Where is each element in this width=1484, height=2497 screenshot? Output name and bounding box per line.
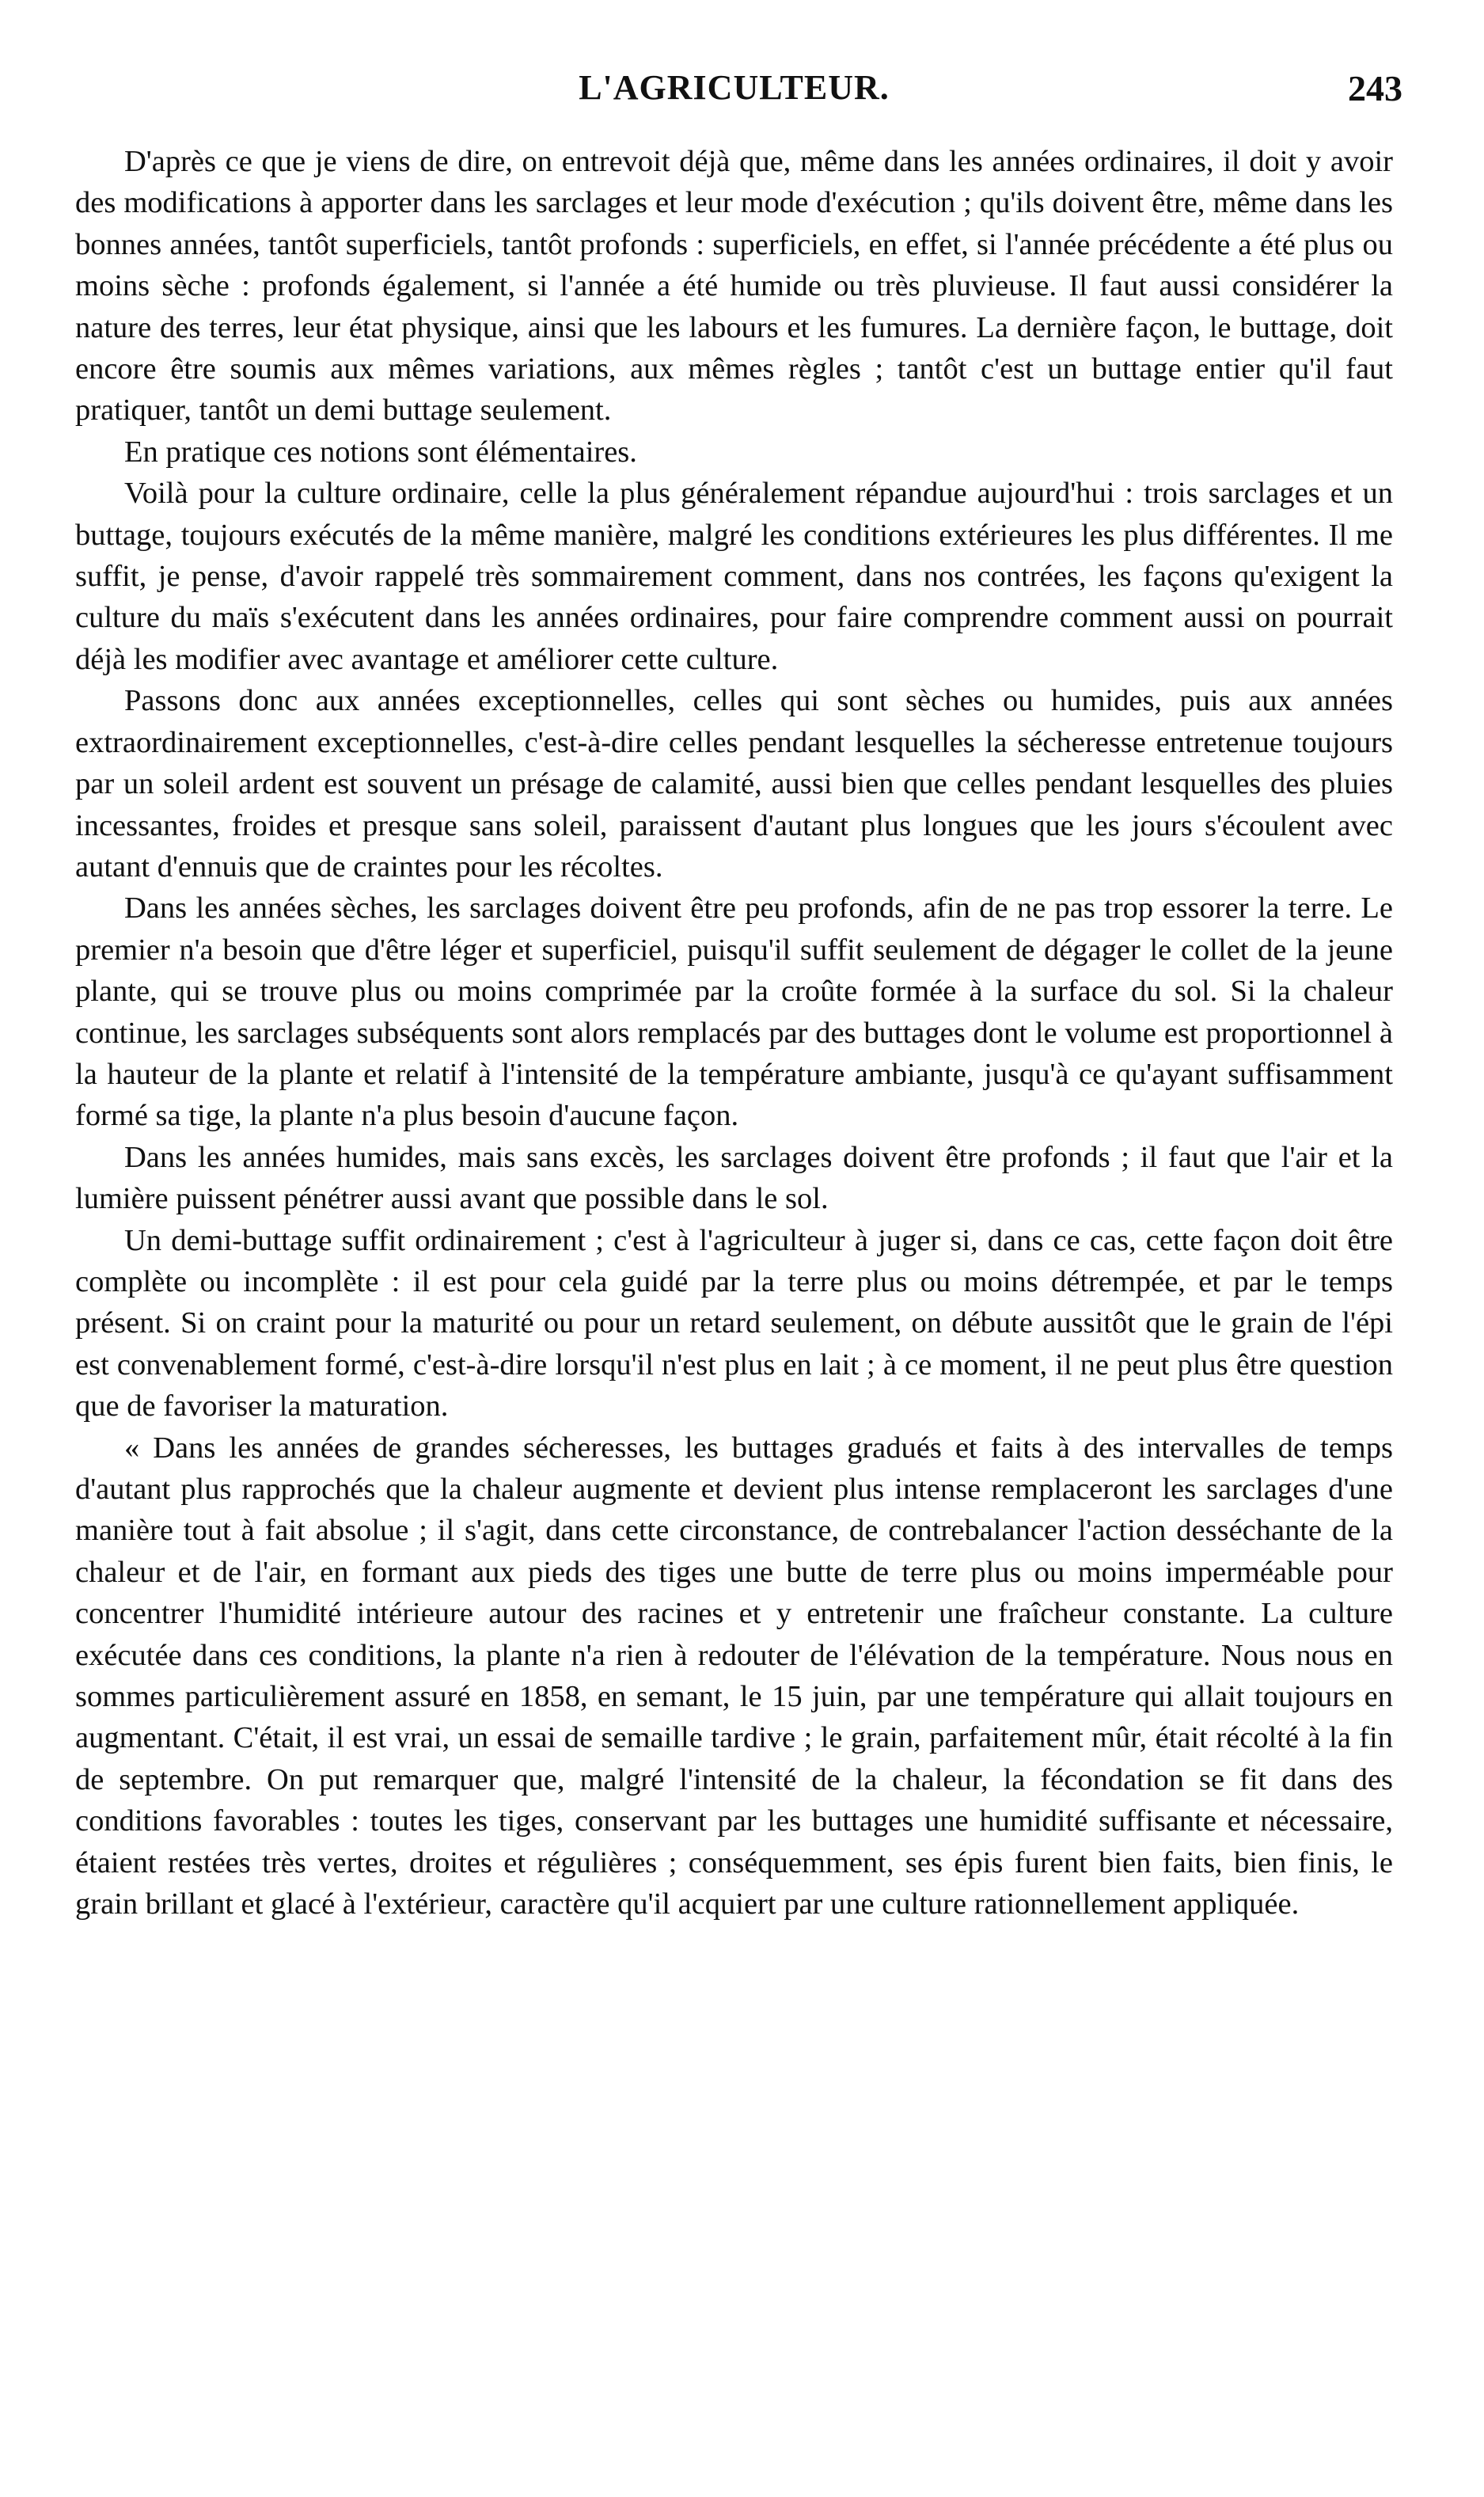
page-number: 243 [1348, 68, 1402, 108]
paragraph: Voilà pour la culture ordinaire, celle la plus généralement répandue aujourd'hui : trois sarclages et un buttage, toujours exécutés de la même manière, malgré les conditions extérieures les plus différentes. Il me suffit, je pense, d'avoir rappelé très sommairement comment, dans nos contrées, les façons qu'exigent la culture du maïs s'exécutent dans les années ordinaires, pour faire comprendre comment aussi on pourrait déjà les modifier avec avantage et améliorer cette culture. [75, 477, 1393, 676]
paragraph: Dans les années sèches, les sarclages doivent être peu profonds, afin de ne pas trop essorer la terre. Le premier n'a besoin que d'être léger et superficiel, puisqu'il suffit seulement de dégager le collet de la jeune plante, qui se trouve plus ou moins comprimée par la croûte formée à la surface du sol. Si la chaleur continue, les sarclages subséquents sont alors remplacés par des buttages dont le volume est proportionnel à la hauteur de la plante et relatif à l'intensité de la température ambiante, jusqu'à ce qu'ayant suffisamment formé sa tige, la plante n'a plus besoin d'aucune façon. [75, 891, 1393, 1133]
paragraph: « Dans les années de grandes sécheresses, les buttages gradués et faits à des intervalles de temps d'autant plus rapprochés que la chaleur augmente et devient plus intense remplaceront les sarclages d'une manière tout à fait absolue ; il s'agit, dans cette circonstance, de contrebalancer l'action desséchante de la chaleur et de l'air, en formant aux pieds des tiges une butte de terre plus ou moins imperméable pour concentrer l'humidité intérieure autour des racines et y entretenir une fraîcheur constante. La culture exécutée dans ces conditions, la plante n'a rien à redouter de l'élévation de la température. Nous nous en sommes particulièrement assuré en 1858, en semant, le 15 juin, par une température qui allait toujours en augmentant. C'était, il est vrai, un essai de semaille tardive ; le grain, parfaitement mûr, était récolté à la fin de septembre. On put remarquer que, malgré l'intensité de la chaleur, la fécondation se fit dans des conditions favorables : toutes les tiges, conservant par les buttages une humidité suffisante et nécessaire, étaient restées très vertes, droites et régulières ; conséquemment, ses épis furent bien faits, bien finis, le grain brillant et glacé à l'extérieur, caractère qu'il acquiert par une culture rationnellement appliquée. [75, 1431, 1393, 1921]
paragraph: En pratique ces notions sont élémentaires. [124, 435, 637, 469]
running-title: L'AGRICULTEUR. [579, 68, 890, 107]
paragraph: Dans les années humides, mais sans excès, les sarclages doivent être profonds ; il faut que l'air et la lumière puissent pénétrer aussi avant que possible dans le sol. [75, 1140, 1393, 1216]
body-text [75, 141, 1393, 1925]
paragraph: D'après ce que je viens de dire, on entrevoit déjà que, même dans les années ordinaires, il doit y avoir des modifications à apporter dans les sarclages et leur mode d'exécution ; qu'ils doivent être, même dans les bonnes années, tantôt superficiels, tantôt profonds : superficiels, en effet, si l'année précédente a été plus ou moins sèche : profonds également, si l'année a été humide ou très pluvieuse. Il faut aussi considérer la nature des terres, leur état physique, ainsi que les labours et les fumures. La dernière façon, le buttage, doit encore être soumis aux mêmes variations, aux mêmes règles ; tantôt c'est un buttage entier qu'il faut pratiquer, tantôt un demi buttage seulement. [75, 145, 1393, 428]
paragraph: Un demi-buttage suffit ordinairement ; c'est à l'agriculteur à juger si, dans ce cas, cette façon doit être complète ou incomplète : il est pour cela guidé par la terre plus ou moins détrempée, et par le temps présent. Si on craint pour la maturité ou pour un retard seulement, on débute aussitôt que le grain de l'épi est convenablement formé, c'est-à-dire lorsqu'il n'est plus en lait ; à ce moment, il ne peut plus être question que de favoriser la maturation. [75, 1223, 1393, 1423]
paragraph: Passons donc aux années exceptionnelles, celles qui sont sèches ou humides, puis aux années extraordinairement exceptionnelles, c'est-à-dire celles pendant lesquelles la sécheresse entretenue toujours par un soleil ardent est souvent un présage de calamité, aussi bien que celles pendant lesquelles des pluies incessantes, froides et presque sans soleil, paraissent d'autant plus longues que les jours s'écoulent avec autant d'ennuis que de craintes pour les récoltes. [75, 684, 1393, 884]
running-head [75, 48, 1402, 119]
document-page [75, 48, 1402, 1925]
